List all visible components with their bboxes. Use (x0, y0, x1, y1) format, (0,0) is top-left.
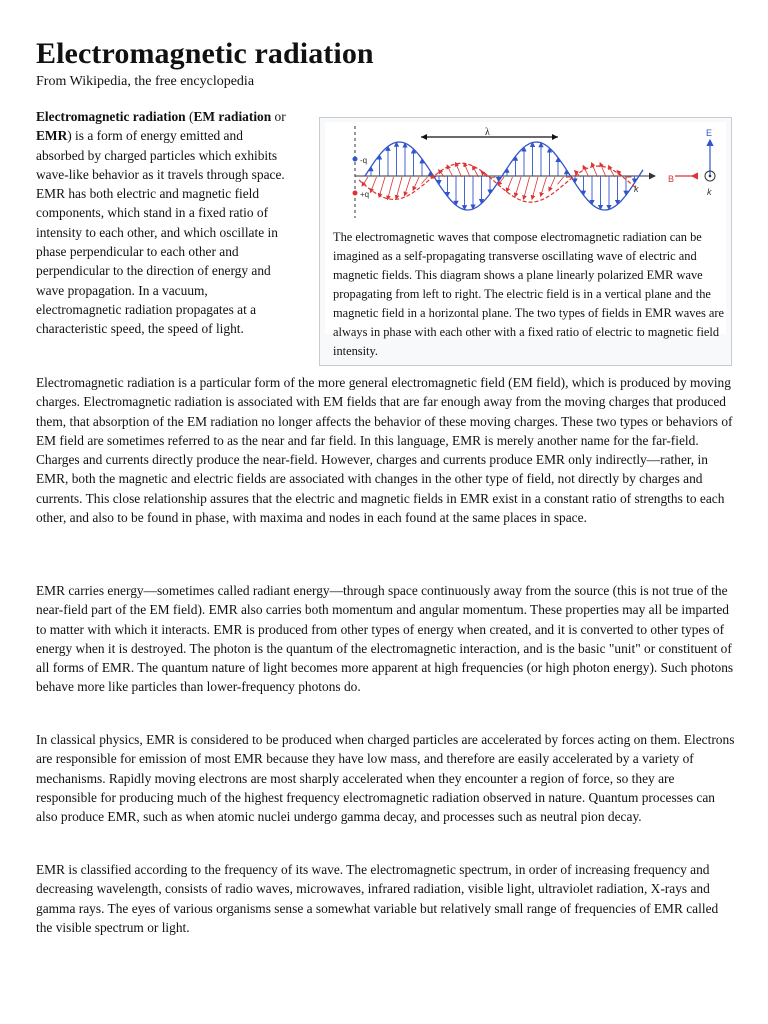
magnetic-field-vector (600, 163, 606, 177)
magnetic-field-vector (541, 177, 547, 196)
article-title: Electromagnetic radiation (36, 37, 374, 70)
magnetic-field-vector (558, 177, 564, 184)
intro-paren: ( (185, 109, 194, 124)
intro-term-em-radiation-short: EM radiation (193, 109, 272, 124)
intro-or: or (271, 109, 286, 124)
b-label: B (668, 174, 675, 184)
paragraph-2: EMR carries energy—sometimes called radiant energy—through space continuously away from the source (this is not true of the near-field part of the EM field). EMR also carries both momentum and angular momentum. These properties may all be imparted to matter with which it interacts. EMR is produced from other types of energy when created, and it is converted to other types of energy when it is destroyed. The photon is the quantum of the electromagnetic interaction, and is the basic "unit" or constituent of all forms of EMR. The quantum nature of light becomes more apparent at high frequencies (or high photon energy). Such photons behave more like particles than lower-frequency photons do. (36, 583, 734, 695)
magnetic-field-vector (507, 177, 513, 192)
minus-q-label: -q (360, 156, 368, 165)
magnetic-field-vector (405, 177, 411, 196)
magnetic-field-vector (549, 177, 555, 191)
figure-image[interactable] (325, 122, 726, 358)
magnetic-field-vector (447, 165, 453, 177)
intro-body: ) is a form of energy emitted and absorbed by charged particles which exhibits wave-like behavior as it travels through space. EMR has both electric and magnetic field components, which stand in a fixed ratio of intensity to each other, and which oscillate in phase perpendicular to each other and perpendicular to the direction of energy and wave propagation. In a vacuum, electromagnetic radiation propagates at a characteristic speed, the speed of light. (36, 128, 285, 337)
magnetic-field-vector (379, 177, 385, 197)
magnetic-field-vector (592, 163, 598, 177)
k-label-triad: k (707, 187, 712, 197)
intro-term-em-radiation: Electromagnetic radiation (36, 109, 186, 124)
magnetic-field-vector (583, 165, 589, 177)
paragraph-1: Electromagnetic radiation is a particular form of the more general electromagnetic field (EM field), which is produced by moving charges. Electromagnetic radiation is associated with EM fields that are far enough away from the moving charges that produced them, that absorption of the EM radiation no longer affects the behavior of these moving charges. These two types or behaviors of EM field are sometimes referred to as the near and far field. In this language, EMR is merely another name for the far-field. Charges and currents directly produce the near-field. However, charges and currents produce EMR only indirectly—rather, in EMR, both the magnetic and electric fields are associated with changes in the other type of field, not directly by charges and currents. This close relationship assures that the electric and magnetic fields in EMR exist in a constant ratio of strengths to each other, and also to be found in phase, with maxima and nodes in each found at the same places in space. (36, 375, 733, 526)
article-tagline: From Wikipedia, the free encyclopedia (36, 74, 255, 89)
paragraph-3: In classical physics, EMR is considered to be produced when charged particles are accelerated by forces acting on them. Electrons are responsible for emission of most EMR because they have low mass, and therefore are easily accelerated by a variety of mechanisms. Rapidly moving electrons are most sharply accelerated when they encounter a region of force, so they are responsible for producing much of the highest frequency electromagnetic radiation observed in nature. Quantum processes can also produce EMR, such as when atomic nuclei undergo gamma decay, and processes such as neutral pion decay. (36, 732, 735, 825)
magnetic-field-vector (515, 177, 521, 197)
magnetic-field-vector (532, 177, 538, 199)
positive-charge (353, 191, 358, 196)
lambda-label: λ (485, 127, 490, 138)
magnetic-field-vector (456, 163, 462, 178)
magnetic-field-vector (396, 177, 402, 199)
magnetic-field-vector (524, 177, 530, 199)
negative-charge (353, 157, 358, 162)
intro-paragraph (36, 107, 288, 339)
e-label: E (706, 128, 713, 138)
figure-box (319, 117, 732, 366)
magnetic-field-vector (388, 177, 394, 200)
magnetic-field-vector (371, 177, 377, 193)
paragraph-4: EMR is classified according to the frequency of its wave. The electromagnetic spectrum, in order of increasing frequency and decreasing wavelength, consists of radio waves, microwaves, infrared radiation, visible light, ultraviolet radiation, X-rays and gamma rays. The eyes of various organisms sense a somewhat variable but relatively small range of frequencies of EMR called the visible spectrum or light. (36, 862, 719, 935)
intro-term-emr: EMR (36, 128, 68, 144)
figure-caption: The electromagnetic waves that compose electromagnetic radiation can be imagined as a self-propagating transverse oscillating wave of electric and magnetic fields. This diagram shows a plane linearly polarized EMR wave propagating from left to right. The electric field is in a vertical plane and the magnetic field in a horizontal plane. The two types of fields in EMR waves are always in phase with each other with a fixed ratio of electric to magnetic field intensity. (333, 230, 724, 358)
k-label-wave: k (634, 184, 639, 194)
em-wave-diagram (325, 122, 726, 222)
plus-q-label: +q (360, 190, 370, 199)
